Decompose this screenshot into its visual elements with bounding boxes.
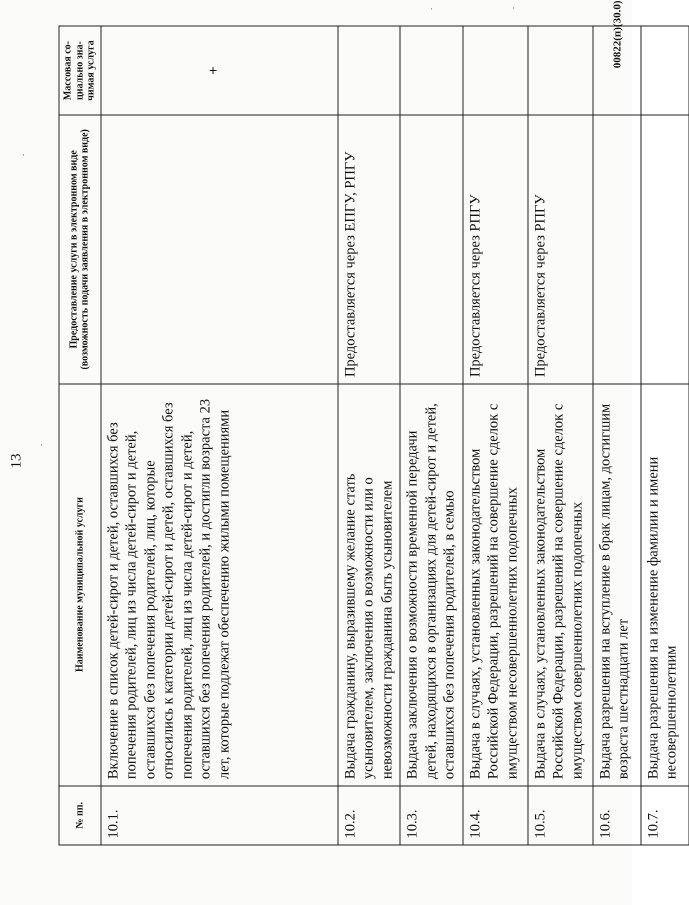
header-service-name: Наименование муниципальной услуги bbox=[59, 383, 101, 785]
electronic-availability: Предоставляется через ЕПГУ, РПГУ bbox=[337, 115, 400, 383]
scan-noise: · bbox=[22, 150, 25, 160]
header-mass-service: Массовая со-циально зна-чимая услуга bbox=[59, 26, 101, 115]
mass-service-cell bbox=[527, 26, 592, 115]
service-name: Выдача гражданину, выразившему желание стать усыновителем, заключения о возможности или о невозможности гражданина быть усыновителем bbox=[337, 383, 400, 785]
page-number: 13 bbox=[8, 453, 24, 468]
row-number: 10.7. bbox=[640, 785, 688, 844]
footer-code: 00822(п)(30.0) bbox=[611, 0, 623, 68]
row-number: 10.6. bbox=[592, 785, 640, 844]
electronic-availability bbox=[640, 115, 688, 383]
mass-service-cell bbox=[100, 26, 337, 115]
scan-noise: · bbox=[512, 3, 515, 13]
header-electronic: Предоставление услуги в электронном виде (возможность подачи заявления в электронном виде) bbox=[59, 115, 101, 383]
row-number: 10.4. bbox=[462, 785, 527, 844]
electronic-availability bbox=[100, 115, 337, 383]
table-header-row bbox=[59, 26, 101, 845]
mass-service-cell bbox=[337, 26, 400, 115]
mass-service-cell bbox=[462, 26, 527, 115]
scan-noise: · bbox=[40, 440, 43, 450]
table-row bbox=[400, 26, 463, 845]
table-row bbox=[640, 26, 688, 845]
mass-service-cell bbox=[640, 26, 688, 115]
service-name: Выдача в случаях, установленных законодательством Российской Федерации, разрешений на совершение сделок с имуществом несовершеннолетних подопечных bbox=[462, 383, 527, 785]
row-number: 10.3. bbox=[400, 785, 463, 844]
header-num: № пп. bbox=[59, 785, 101, 844]
services-table bbox=[58, 25, 689, 845]
scan-noise: · bbox=[430, 4, 433, 14]
electronic-availability bbox=[400, 115, 463, 383]
mass-service-mark: + bbox=[203, 65, 220, 75]
service-name: Выдача в случаях, установленных законодательством Российской Федерации, разрешений на совершение сделок с имуществом совершеннолетних подопечных bbox=[527, 383, 592, 785]
service-name: Включение в список детей-сирот и детей, оставшихся без попечения родителей, лиц из числа детей-сирот и детей, оставшихся без попечения родителей, лиц, которые относились к категории детей-сирот и детей, оставшихся без попечения родителей, лиц из числа детей-сирот и детей, оставшихся без попечения родителей, и достигли возраста 23 лет, которые подлежат обеспечению жилыми помещениями bbox=[100, 383, 337, 785]
service-name: Выдача заключения о возможности временной передачи детей, находящихся в организациях для детей-сирот и детей, оставшихся без попечения родителей, в семью bbox=[400, 383, 463, 785]
electronic-availability: Предоставляется через РПГУ bbox=[527, 115, 592, 383]
table-row bbox=[337, 26, 400, 845]
service-name: Выдача разрешения на вступление в брак лицам, достигшим возраста шестнадцати лет bbox=[592, 383, 640, 785]
table-row bbox=[100, 26, 337, 845]
service-name: Выдача разрешения на изменение фамилии и имени несовершеннолетним bbox=[640, 383, 688, 785]
table-row bbox=[527, 26, 592, 845]
table-row bbox=[462, 26, 527, 845]
row-number: 10.1. bbox=[100, 785, 337, 844]
mass-service-cell bbox=[400, 26, 463, 115]
row-number: 10.5. bbox=[527, 785, 592, 844]
row-number: 10.2. bbox=[337, 785, 400, 844]
electronic-availability: Предоставляется через РПГУ bbox=[462, 115, 527, 383]
